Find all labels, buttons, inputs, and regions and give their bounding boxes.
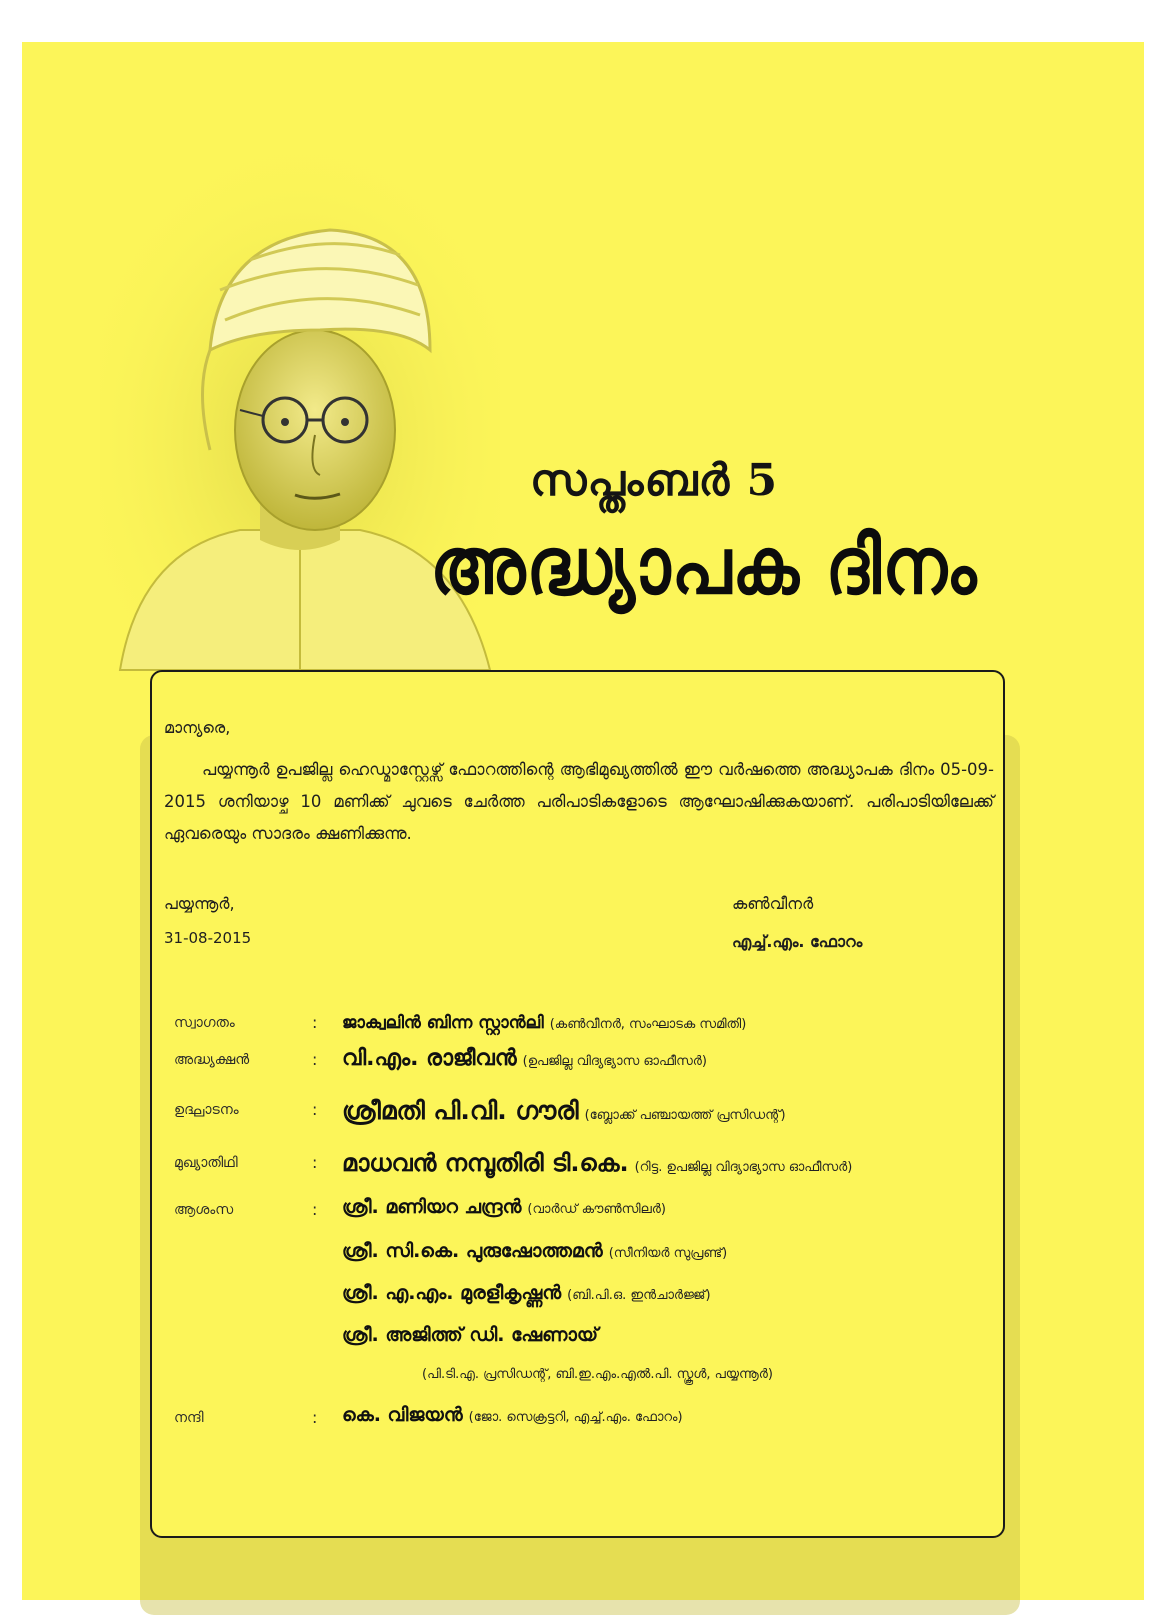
programme-name: ശ്രീ. എ.എം. മുരളീകൃഷ്ണൻ (ബി.പി.ഒ. ഇൻചാർജ്ജ്) — [342, 1282, 711, 1304]
programme-colon: : — [312, 1153, 318, 1172]
programme-role: (റിട്ട. ഉപജില്ല വിദ്യാഭ്യാസ ഓഫീസർ) — [634, 1160, 853, 1175]
programme-role: (സീനിയർ സുപ്രണ്ട്) — [608, 1246, 728, 1261]
programme-name: ശ്രീ. അജിത്ത് ഡി. ഷേണായ് — [342, 1324, 599, 1346]
programme-label: അദ്ധ്യക്ഷൻ — [174, 1052, 250, 1068]
programme-name: ശ്രീ. മണിയറ ചന്ദ്രൻ (വാർഡ് കൗൺസിലർ) — [342, 1196, 666, 1218]
programme-role: (ബ്ലോക്ക് പഞ്ചായത്ത് പ്രസിഡന്റ്) — [584, 1108, 786, 1123]
programme-name: ശ്രീ. സി.കെ. പുരുഷോത്തമൻ (സീനിയർ സുപ്രണ്ട്) — [342, 1240, 728, 1262]
programme-note: (പി.ടി.എ. പ്രസിഡന്റ്, ബി.ഇ.എം.എൽ.പി. സ്കൂൾ, പയ്യന്നൂർ) — [422, 1367, 773, 1382]
programme-role: (ഉപജില്ല വിദ്യഭ്യാസ ഓഫീസർ) — [522, 1054, 707, 1069]
programme-role: (കൺവീനർ, സംഘാടക സമിതി) — [549, 1017, 747, 1032]
programme-role: (വാർഡ് കൗൺസിലർ) — [527, 1202, 666, 1217]
programme-role: (ജോ. സെക്രട്ടറി, എച്ച്.എം. ഫോറം) — [468, 1410, 683, 1425]
invitation-card — [150, 670, 1005, 1538]
programme-colon: : — [312, 1100, 318, 1119]
programme-label: ആശംസ — [174, 1202, 234, 1218]
programme-label: മുഖ്യാതിഥി — [174, 1155, 238, 1171]
programme-row — [152, 1147, 1003, 1183]
programme-role: (ബി.പി.ഒ. ഇൻചാർജ്ജ്) — [567, 1288, 711, 1303]
programme-name: ശ്രീമതി പി.വി. ഗൗരി (ബ്ലോക്ക് പഞ്ചായത്ത് പ്രസിഡന്റ്) — [342, 1096, 786, 1125]
signatory-title: കൺവീനർ — [732, 894, 814, 913]
programme-row — [152, 1322, 1003, 1358]
programme-label: ഉദ്ഘാടനം — [174, 1102, 239, 1118]
programme-row — [152, 1280, 1003, 1316]
programme-row — [152, 1094, 1003, 1130]
programme-row — [152, 1402, 1003, 1438]
programme-colon: : — [312, 1200, 318, 1219]
programme-row — [152, 1194, 1003, 1230]
programme-row — [152, 1238, 1003, 1274]
programme-colon: : — [312, 1408, 318, 1427]
heading-date: സപ്തംബർ 5 — [530, 455, 779, 506]
programme-name: വി.എം. രാജീവൻ (ഉപജില്ല വിദ്യഭ്യാസ ഓഫീസർ) — [342, 1046, 707, 1071]
programme-row — [152, 1044, 1003, 1080]
programme-label: നന്ദി — [174, 1410, 204, 1426]
programme-label: സ്വാഗതം — [174, 1015, 235, 1031]
programme-colon: : — [312, 1050, 318, 1069]
programme-name: മാധവൻ നമ്പൂതിരി ടി.കെ. (റിട്ട. ഉപജില്ല വിദ്യാഭ്യാസ ഓഫീസർ) — [342, 1149, 853, 1177]
heading-title: അദ്ധ്യാപക ദിനം — [430, 520, 978, 612]
salutation: മാന്യരെ, — [164, 718, 231, 737]
invitation-paragraph: പയ്യന്നൂർ ഉപജില്ല ഹെഡ്മാസ്റ്റേഴ്സ് ഫോറത്തിന്റെ ആഭിമുഖ്യത്തിൽ ഈ വർഷത്തെ അദ്ധ്യാപക ദിനം 05-09-2015 ശനിയാഴ്ച 10 മണിക്ക് ചുവടെ ചേർത്ത പരിപാടികളോടെ ആഘോഷിക്കുകയാണ്. പരിപാടിയിലേക്ക് ഏവരെയും സാദരം ക്ഷണിക്കുന്നു. — [164, 760, 994, 843]
programme-name: ജാക്വലിൻ ബിന്ന സ്റ്റാൻലി (കൺവീനർ, സംഘാടക സമിതി) — [342, 1013, 747, 1033]
letter-date: 31-08-2015 — [164, 929, 252, 947]
programme-row — [152, 1007, 1003, 1043]
signatory-org: എച്ച്.എം. ഫോറം — [732, 932, 863, 951]
programme-colon: : — [312, 1013, 318, 1032]
letter-place: പയ്യന്നൂർ, — [164, 894, 235, 913]
programme-name: കെ. വിജയൻ (ജോ. സെക്രട്ടറി, എച്ച്.എം. ഫോറം) — [342, 1404, 683, 1426]
